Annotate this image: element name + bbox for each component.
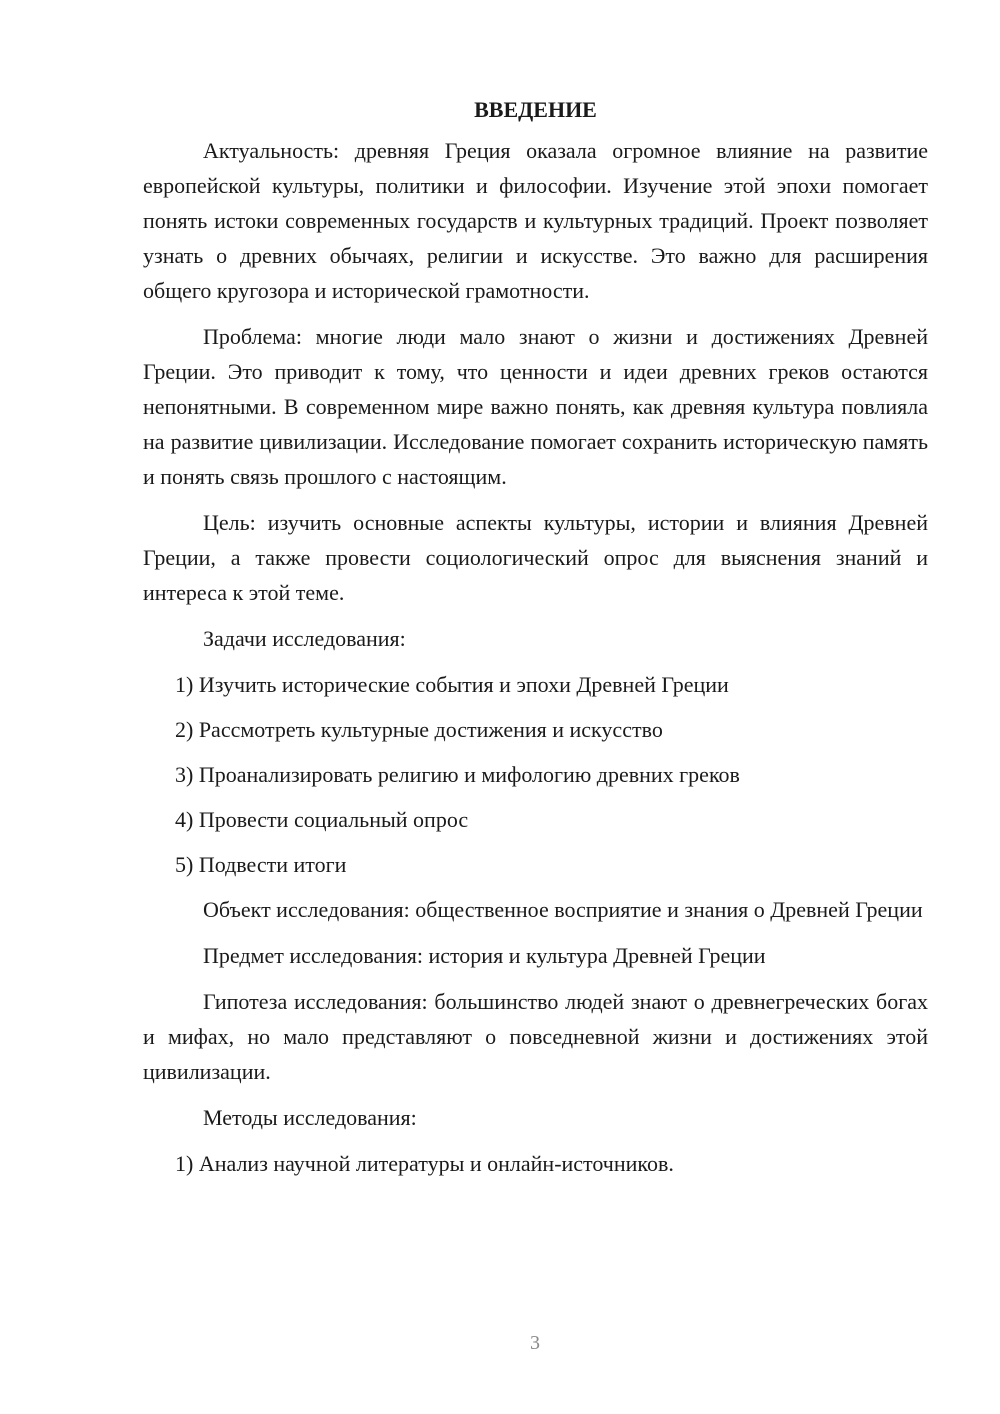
- paragraph-problem: Проблема: многие люди мало знают о жизни и достижениях Древней Греции. Это приводит к тому, что ценности и идеи древних греков остаются непонятными. В современном мире важно понять, как древняя культура повлияла на развитие цивилизации. Исследование помогает сохранить историческую память и понять связь прошлого с настоящим.: [143, 324, 928, 489]
- page-number: 3: [530, 1332, 540, 1354]
- paragraph-subject: Предмет исследования: история и культура Древней Греции: [203, 943, 766, 968]
- list-item: 2) Рассмотреть культурные достижения и искусство: [175, 717, 663, 742]
- list-item: 1) Изучить исторические события и эпохи Древней Греции: [175, 672, 729, 697]
- methods-list: [143, 1146, 928, 1181]
- paragraph-hypothesis: Гипотеза исследования: большинство людей знают о древнегреческих богах и мифах, но мало представляют о повседневной жизни и достижениях этой цивилизации.: [143, 989, 928, 1084]
- list-item: 4) Провести социальный опрос: [175, 807, 469, 832]
- tasks-heading: Задачи исследования:: [203, 626, 406, 651]
- section-title: ВВЕДЕНИЕ: [474, 97, 597, 122]
- methods-heading: Методы исследования:: [203, 1105, 417, 1130]
- list-item: 1) Анализ научной литературы и онлайн-источников.: [175, 1151, 674, 1176]
- list-item: 3) Проанализировать религию и мифологию древних греков: [175, 762, 740, 787]
- tasks-list: [143, 667, 928, 882]
- paragraph-relevance: Актуальность: древняя Греция оказала огромное влияние на развитие европейской культуры, политики и философии. Изучение этой эпохи помогает понять истоки современных государств и культурных традиций. Проект позволяет узнать о древних обычаях, религии и искусстве. Это важно для расширения общего кругозора и исторической грамотности.: [143, 138, 928, 303]
- document-page: [143, 95, 928, 1191]
- paragraph-goal: Цель: изучить основные аспекты культуры, истории и влияния Древней Греции, а также провести социологический опрос для выяснения знаний и интереса к этой теме.: [143, 510, 928, 605]
- paragraph-object: Объект исследования: общественное восприятие и знания о Древней Греции: [203, 897, 923, 922]
- list-item: 5) Подвести итоги: [175, 852, 347, 877]
